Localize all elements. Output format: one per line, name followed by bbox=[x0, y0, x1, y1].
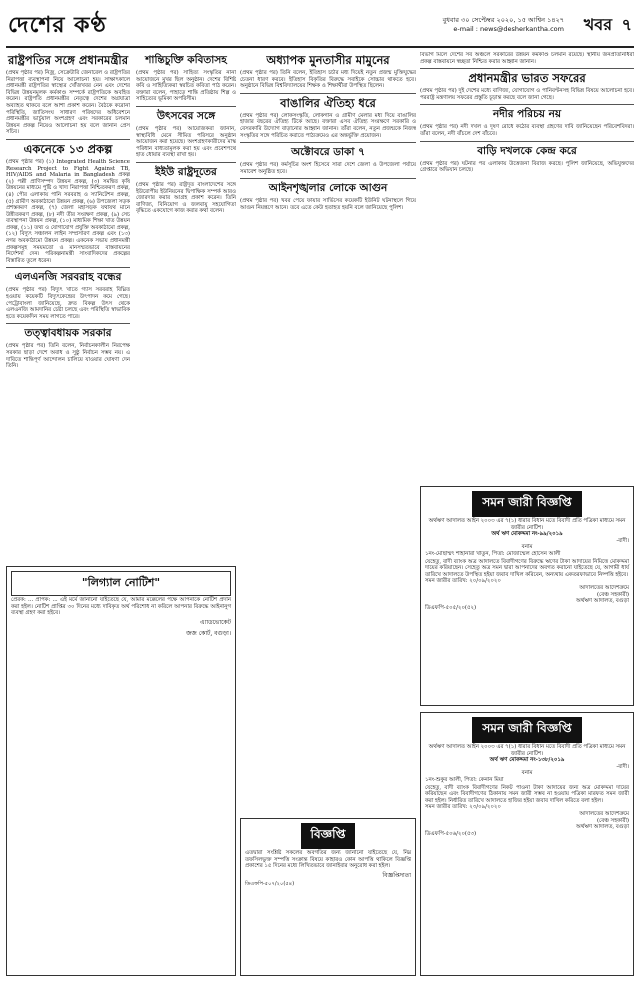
bench-clerk: (বেঞ্চ সহকারী) bbox=[596, 817, 629, 824]
case-number: অর্থ ঋণ মোকদ্দমা নং-১৩৮/২০১৯ bbox=[489, 757, 565, 764]
article-body: (প্রথম পৃষ্ঠার পর) আয়োজকরা জানান, স্বাস্থ্যবিধি মেনে সীমিত পরিসরে অনুষ্ঠান আয়োজন করা হয়েছে। অংশগ্রহণকারীদের মাস্ক পরিধান বাধ্যতামূলক করা হয় এবং প্রবেশপথে হাত ধোয়ার ব্যবস্থা রাখা হয়। bbox=[136, 125, 236, 159]
summons-ref: ডিএফপি-৫০৬/২০(৫৩) bbox=[425, 830, 477, 837]
announcement-ref: ডিএফপি-৫০৭/২০(৫৪) bbox=[245, 880, 295, 887]
divider bbox=[240, 178, 416, 179]
divider bbox=[240, 93, 416, 94]
article-body: (প্রথম পৃষ্ঠার পর) দুই দেশের মধ্যে বাণিজ্য, যোগাযোগ ও পানিবণ্টনসহ বিভিন্ন বিষয়ে আলোচনা হবে। পররাষ্ট্র মন্ত্রণালয় সফরের প্রস্তুতি চূড়ান্ত করছে বলে জানা গেছে। bbox=[420, 88, 634, 101]
column-4 bbox=[420, 52, 634, 482]
headline: তত্ত্বাবধায়ক সরকার bbox=[24, 327, 112, 340]
email-address: e-mail : news@desherkantha.com bbox=[453, 25, 564, 33]
headline: এলএনজি সরবরাহ বন্ধের bbox=[14, 271, 122, 284]
article-body: (প্রথম পৃষ্ঠার পর) সাহিত্য সংস্কৃতির নানা আয়োজনে মুখর ছিল অনুষ্ঠান। দেশের বিশিষ্ট কবি ও সাহিত্যিকরা স্বরচিত কবিতা পাঠ করেন। বক্তারা বলেন, পাহাড়ে শান্তি প্রতিষ্ঠায় শিল্প ও সাহিত্যের ভূমিকা অপরিসীম। bbox=[136, 70, 236, 103]
article-body: (প্রথম পৃষ্ঠার পর) কর্মসূচির অংশ হিসেবে সারা দেশে জেলা ও উপজেলা পর্যায়ে সমাবেশ অনুষ্ঠিত হবে। bbox=[240, 162, 416, 175]
divider bbox=[6, 267, 130, 268]
masthead-meta bbox=[443, 16, 564, 34]
versus-label: বনাম bbox=[521, 770, 533, 777]
defendant: ১নং-মোছাম্মৎ শাহানারা খাতুন, পিতা: মোজাম্মেল হোসেন আলী bbox=[425, 550, 561, 557]
summons-ref: ডিএফপি-৫০৫/২০(৫২) bbox=[425, 604, 477, 611]
column-3 bbox=[240, 52, 416, 552]
headline: অধ্যাপক মুনতাসীর মামুনের bbox=[266, 53, 390, 67]
headline: নদীর পরিচয় নয় bbox=[492, 108, 562, 121]
divider bbox=[420, 104, 634, 105]
announcement-signer: বিজ্ঞপ্তিদাতা bbox=[382, 871, 411, 879]
article-body: (প্রথম পৃষ্ঠার পর) খবর পেয়ে ফায়ার সার্ভিসের কয়েকটি ইউনিট ঘটনাস্থলে গিয়ে আগুন নিয়ন্ত্রণে আনে। তবে এতে কেউ হতাহত হয়নি বলে জানিয়েছে পুলিশ। bbox=[240, 198, 416, 211]
summons-date: সমন জারীর তারিখ: ২০/০৯/২০২০ bbox=[425, 578, 501, 585]
summons-title: সমন জারী বিজ্ঞপ্তি bbox=[472, 717, 581, 743]
article-body: (প্রথম পৃষ্ঠার পর) রাষ্ট্রদূত বাংলাদেশের সঙ্গে ইউরোপীয় ইউনিয়নের দ্বিপাক্ষিক সম্পর্ক আরও জোরদার করার আগ্রহ প্রকাশ করেন। তিনি বাণিজ্য, বিনিয়োগ ও জলবায়ু সহযোগিতা বৃদ্ধিতে একযোগে কাজ করার কথা বলেন। bbox=[136, 181, 236, 215]
article-body: (প্রথম পৃষ্ঠার পর) লোকসংস্কৃতি, লোকগান ও গ্রামীণ মেলার মধ্য দিয়ে বাঙালির হাজার বছরের ঐতিহ্য টিকে আছে। বক্তারা এসব ঐতিহ্য সংরক্ষণে সরকারি ও বেসরকারি উদ্যোগ বাড়ানোর আহ্বান জানান। তাঁরা বলেন, নতুন প্রজন্মকে নিজস্ব সংস্কৃতির সঙ্গে পরিচিত করাতে পাঠ্যক্রমেও এর অন্তর্ভুক্তি প্রয়োজন। bbox=[240, 112, 416, 139]
article-body: বিভাগ মিলে দেশের সব অঞ্চলে সরকারের উন্নয়ন কর্মকাণ্ড চলমান রয়েছে। স্থানীয় জনপ্রতিনিধিরা প্রকল্প বাস্তবায়নে স্বচ্ছতা নিশ্চিত করার আহ্বান জানান। bbox=[420, 52, 634, 65]
announcement-body: এতদ্বারা সংশ্লিষ্ট সকলের অবগতির জন্য জানানো যাইতেছে যে, নিম্ন তফসিলভুক্ত সম্পত্তি সংক্রান্ত বিষয়ে কাহারও কোন আপত্তি থাকিলে বিজ্ঞপ্তি প্রকাশের ১৫ দিনের মধ্যে লিখিতভাবে জানাইবার অনুরোধ করা হইল। bbox=[245, 850, 411, 870]
defendant: ১নং-শুকুর আলী, পিতা: কেনান মিয়া bbox=[425, 776, 504, 783]
summons-notice bbox=[420, 712, 634, 976]
court-order: আদালতের আদেশক্রমে bbox=[579, 810, 629, 817]
section-name: খবর bbox=[583, 15, 612, 34]
legal-notice-court: জজ কোর্ট, বগুড়া। bbox=[186, 629, 231, 637]
divider bbox=[240, 142, 416, 143]
page-number: ৭ bbox=[621, 15, 632, 34]
summons-body: যেহেতু, বাদী ব্যাংক অত্র আদালতে বিবাদীগণের বিরুদ্ধে ঋণের টাকা আদায়ের নিমিত্তে মোকদ্দমা দায়ের করিয়াছেন। সেহেতু অত্র সমন দ্বারা আপনাদের অবগত করানো যাইতেছে যে, আগামী ধার্য তারিখে আদালতে উপস্থিত হইয়া জবাব দাখিল করিবেন, অন্যথায় একতরফাভাবে নিষ্পত্তি হইবে। bbox=[425, 558, 629, 578]
legal-notice-signer: এ্যাডভোকেট bbox=[200, 618, 231, 626]
headline: বাড়ি দখলকে কেন্দ্র করে bbox=[477, 144, 577, 157]
court-name: অর্থঋণ আদালত, বগুড়া bbox=[576, 824, 629, 831]
article-body: (প্রথম পৃষ্ঠার পর) নদী দখল ও দূষণ রোধে কঠোর ব্যবস্থা গ্রহণের দাবি জানিয়েছেন পরিবেশবিদরা। তাঁরা বলেন, নদী বাঁচলে দেশ বাঁচবে। bbox=[420, 124, 634, 137]
column-1 bbox=[6, 52, 130, 552]
versus-label: বনাম bbox=[521, 544, 533, 551]
column-2 bbox=[136, 52, 236, 552]
divider bbox=[420, 68, 634, 69]
article-body: (প্রথম পৃষ্ঠার পর) তিনি বলেন, ইতিহাস চর্চার মধ্য দিয়েই নতুন প্রজন্ম মুক্তিযুদ্ধের চেতনা ধারণ করবে। ইতিহাস বিকৃতির বিরুদ্ধে সবাইকে সোচ্চার থাকতে হবে। অনুষ্ঠানে বিভিন্ন বিশ্ববিদ্যালয়ের শিক্ষক ও শিক্ষার্থীরা উপস্থিত ছিলেন। bbox=[240, 70, 416, 90]
announcement bbox=[240, 818, 416, 976]
bench-clerk: (বেঞ্চ সহকারী) bbox=[596, 591, 629, 598]
divider bbox=[6, 139, 130, 140]
plaintiff-label: -বাদী। bbox=[616, 763, 629, 770]
court-order: আদালতের আদেশক্রমে bbox=[579, 584, 629, 591]
headline: প্রধানমন্ত্রীর ভারত সফরের bbox=[468, 71, 586, 86]
summons-body: যেহেতু, বাদী ব্যাংক বিবাদীগণের নিকট পাওনা টাকা আদায়ের জন্য অত্র মোকদ্দমা দায়ের করিয়াছেন এবং বিবাদীগণের ঠিকানায় সমন জারী সম্ভব না হওয়ায় পত্রিকা মারফত সমন জারী করা হইল। নির্ধারিত তারিখে আদালতে হাজির হইয়া জবাব দাখিল করিতে বলা হইল। bbox=[425, 784, 629, 804]
divider bbox=[136, 162, 236, 163]
headline: উৎসবের সঙ্গে bbox=[156, 109, 216, 122]
divider bbox=[420, 141, 634, 142]
legal-notice-body: প্রেরক: ... প্রাপক: ... এই মর্মে জানানো যাইতেছে যে, আমার মক্কেলের পক্ষে আপনাকে নোটিশ প্রদান করা হইল। নোটিশ প্রাপ্তির ৩০ দিনের মধ্যে দাবিকৃত অর্থ পরিশোধ না করিলে আপনার বিরুদ্ধে আইনানুগ ব্যবস্থা গ্রহণ করা হইবে। bbox=[11, 597, 231, 617]
headline: একনেকে ১৩ প্রকল্প bbox=[23, 141, 113, 156]
newspaper-title: দেশের কণ্ঠ bbox=[8, 12, 107, 38]
divider bbox=[6, 323, 130, 324]
legal-notice-title: "লিগ্যাল নোটিশ" bbox=[11, 571, 231, 596]
article-body: (প্রথম পৃষ্ঠার পর) (১) Integrated Health Science Research Project to Fight Against TB, HIV/AIDS and Malaria in Bangladesh প্রকল্প (২) পল্লী প্রাণিসম্পদ উন্নয়ন প্রকল্প, (৩) সমন্বিত কৃষি উন্নয়নের মাধ্যমে পুষ্টি ও খাদ্য নিরাপত্তা নিশ্চিতকরণ প্রকল্প, (৪) পৌর এলাকায় পানি সরবরাহ ও স্যানিটেশন প্রকল্প, (৫) গ্রামীণ অবকাঠামো উন্নয়ন প্রকল্প, (৬) উপজেলা সড়ক প্রশস্তকরণ প্রকল্প, (৭) জেলা মহাসড়ক যথাযথ মানে উন্নীতকরণ প্রকল্প, (৮) নদী তীর সংরক্ষণ প্রকল্প, (৯) সেচ ব্যবস্থাপনা উন্নয়ন প্রকল্প, (১০) মাধ্যমিক শিক্ষা খাত উন্নয়ন প্রকল্প, (১১) তথ্য ও যোগাযোগ প্রযুক্তি অবকাঠামো প্রকল্প, (১২) বিদ্যুৎ সঞ্চালন লাইন সম্প্রসারণ প্রকল্প এবং (১৩) নগর অবকাঠামো উন্নয়ন প্রকল্প। একনেক সভায় প্রধানমন্ত্রী প্রকল্পসমূহ সময়মতো ও মানসম্মতভাবে বাস্তবায়নের নির্দেশনা দেন। পরিকল্পনামন্ত্রী সাংবাদিকদের প্রকল্পের বিস্তারিত তুলে ধরেন। bbox=[6, 158, 130, 264]
headline: শান্তিচুক্তি কবিতাসহ bbox=[145, 54, 227, 66]
announcement-title: বিজ্ঞপ্তি bbox=[301, 823, 356, 849]
article-body: (প্রথম পৃষ্ঠার পর) ঘটনার পর এলাকায় উত্তেজনা বিরাজ করছে। পুলিশ জানিয়েছে, অভিযুক্তদের গ্রেপ্তারে অভিযান চলছে। bbox=[420, 160, 634, 174]
summons-title: সমন জারী বিজ্ঞপ্তি bbox=[472, 491, 581, 517]
case-number: অর্থ ঋণ মোকদ্দমা নং-৯৯/২০১৯ bbox=[491, 531, 563, 538]
headline: বাঙালির ঐতিহ্য ধরে bbox=[280, 95, 376, 110]
legal-notice bbox=[6, 566, 236, 976]
summons-subtitle: অর্থঋণ আদালত আইন ২০০৩ এর ৭(১) ধারার বিধান মতে বিবাদী প্রতি পত্রিকা মাধ্যমে সমন জারীর নোটিশ। bbox=[428, 518, 626, 531]
summons-subtitle: অর্থঋণ আদালত আইন ২০০৩ এর ৭(১) ধারার বিধান মতে বিবাদী প্রতি পত্রিকা মাধ্যমে সমন জারীর নোটিশ। bbox=[428, 744, 626, 757]
divider bbox=[136, 106, 236, 107]
article-body: (প্রথম পৃষ্ঠার পর) বিদ্যুৎ খাতে গ্যাস সরবরাহ বিঘ্নিত হওয়ায় কয়েকটি বিদ্যুৎকেন্দ্রের উৎপাদন কমে গেছে। পেট্রোবাংলা জানিয়েছে, দ্রুত বিকল্প উৎস থেকে এলএনজি আমদানির চেষ্টা চলছে এবং পরিস্থিতি স্বাভাবিক হতে কয়েকদিন সময় লাগতে পারে। bbox=[6, 287, 130, 320]
summons-date: সমন জারীর তারিখ: ২৩/০৯/২০২০ bbox=[425, 804, 501, 811]
article-body: (প্রথম পৃষ্ঠার পর) তিনি বলেন, নির্বাচনকালীন নিরপেক্ষ সরকার ছাড়া দেশে অবাধ ও সুষ্ঠু নির্বাচন সম্ভব নয়। এ দাবিতে শান্তিপূর্ণ আন্দোলন চালিয়ে যাওয়ার ঘোষণা দেন তিনি। bbox=[6, 343, 130, 370]
headline: অক্টোবরে ডাকা ৭ bbox=[291, 146, 365, 159]
plaintiff-label: -বাদী। bbox=[616, 537, 629, 544]
issue-date: বুধবার ৩০ সেপ্টেম্বর ২০২০, ১৫ আশ্বিন ১৪২৭ bbox=[442, 16, 564, 24]
headline: ইইউ রাষ্ট্রদূতের bbox=[155, 165, 217, 178]
headline: আইনশৃঙ্খলার লোকে আগুন bbox=[268, 182, 388, 195]
summons-notice bbox=[420, 486, 634, 706]
article-body: (প্রথম পৃষ্ঠার পর) নিজ্র, সেক্রেটারি জেনারেল ও রাষ্ট্রপতির নিরাপত্তা ব্যবস্থাপনা নিয়ে আলোচনা হয়। সাক্ষাৎকালে প্রধানমন্ত্রী রাষ্ট্রপতির স্বাস্থ্যের খোঁজখবর নেন এবং দেশের বিভিন্ন উন্নয়নমূলক কর্মকাণ্ড সম্পর্কে রাষ্ট্রপতিকে অবহিত করেন। রাষ্ট্রপতি প্রধানমন্ত্রীর নেতৃত্বে দেশের অগ্রযাত্রা অব্যাহত থাকবে বলে আশা প্রকাশ করেন। বৈঠকে করোনা পরিস্থিতি, জাতিসংঘ সাধারণ পরিষদের অধিবেশনে প্রধানমন্ত্রীর ভার্চুয়াল অংশগ্রহণ এবং সরকারের চলমান উন্নয়ন প্রকল্প নিয়েও আলোচনা হয় বলে জানান প্রেস সচিব। bbox=[6, 70, 130, 136]
headline: রাষ্ট্রপতির সঙ্গে প্রধানমন্ত্রীর bbox=[7, 53, 129, 67]
court-name: অর্থঋণ আদালত, বগুড়া bbox=[576, 598, 629, 605]
masthead bbox=[6, 4, 634, 48]
